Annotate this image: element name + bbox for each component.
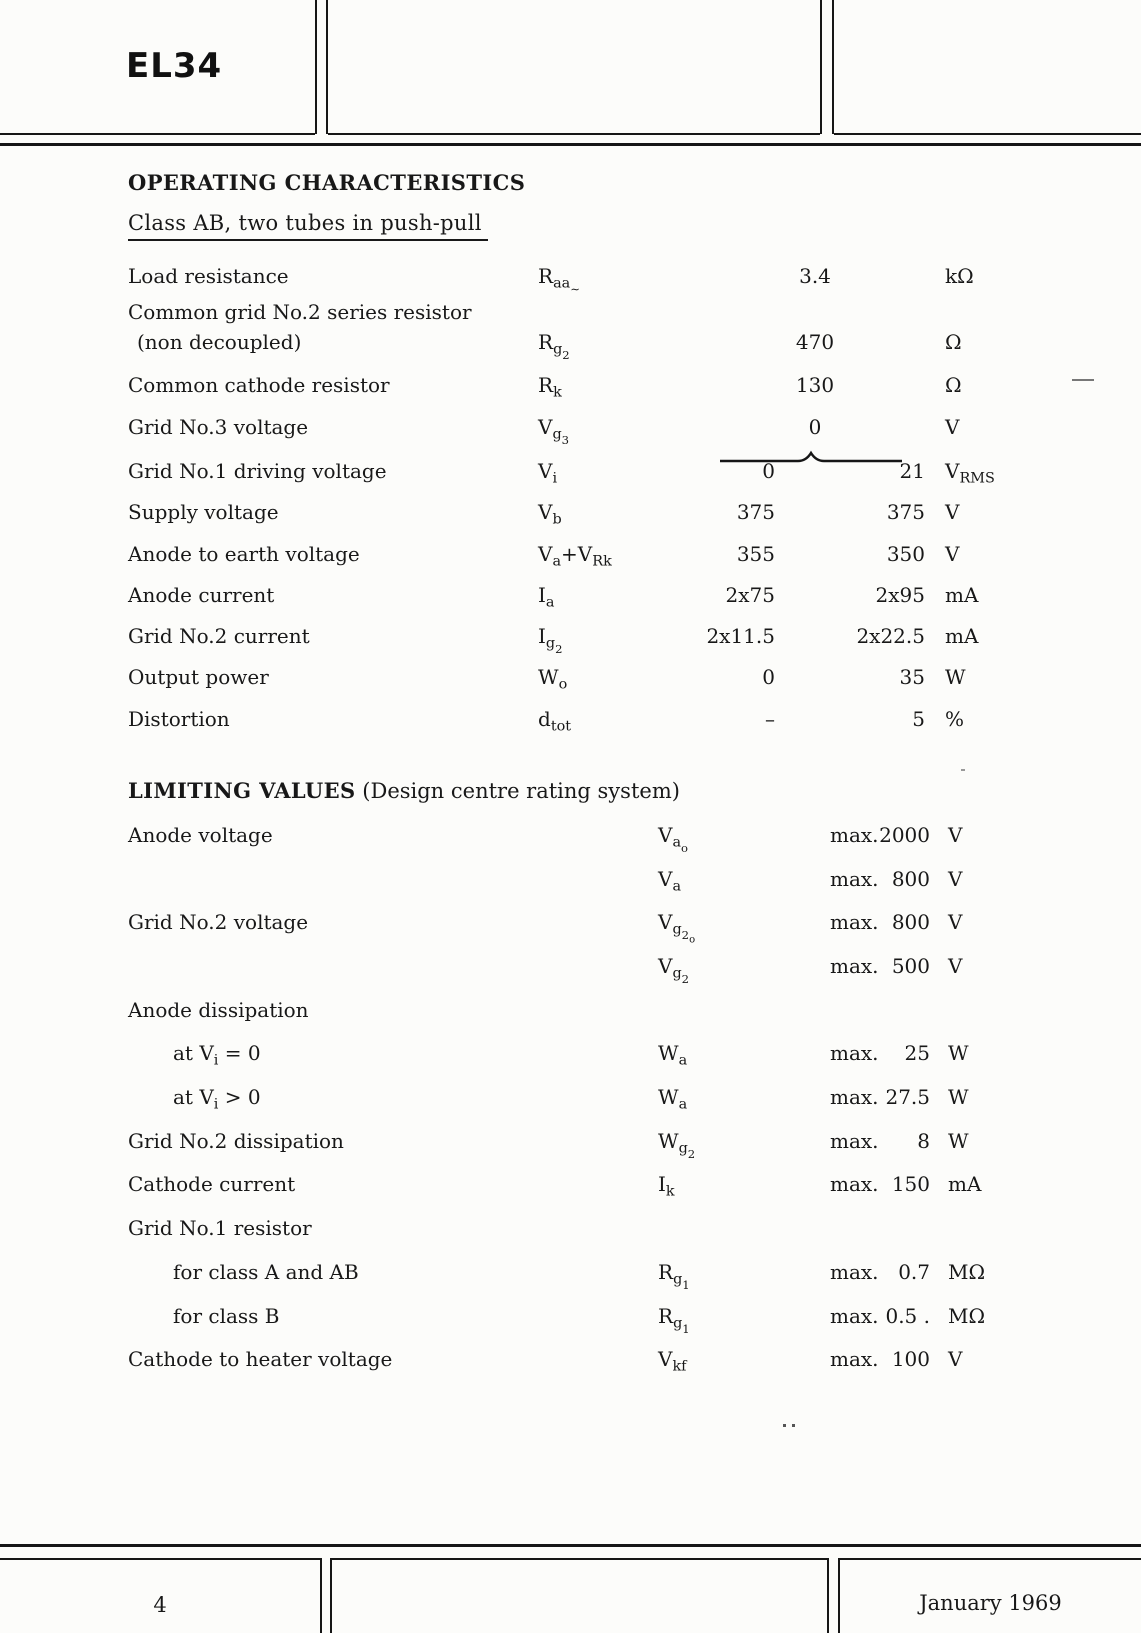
row-label: Anode current xyxy=(128,583,275,607)
row-label: Anode dissipation xyxy=(128,998,309,1022)
row-value-col1: 375 xyxy=(736,500,775,524)
row-unit: V xyxy=(948,867,963,891)
row-value-col1: 355 xyxy=(736,542,775,566)
row-max-label: max. xyxy=(830,1172,879,1196)
footer-divider-left-line2 xyxy=(330,1558,332,1633)
row-label: at $V_i = 0$ xyxy=(173,1041,261,1069)
row-label-line1: Common grid No.2 series resistor xyxy=(128,300,472,324)
scan-artifact-dot1 xyxy=(783,1424,786,1427)
op-table-row xyxy=(0,582,1141,618)
row-symbol: $V_b$ xyxy=(538,500,562,528)
scan-artifact-dot2 xyxy=(792,1424,795,1427)
row-unit: W xyxy=(948,1085,969,1109)
op-table-row xyxy=(0,706,1141,742)
header-divider-right-line1 xyxy=(820,0,822,134)
row-symbol: $V_{kf}$ xyxy=(658,1347,687,1375)
lim-table-row xyxy=(0,866,1141,902)
footer-rule-full xyxy=(0,1544,1141,1547)
op-table-row xyxy=(0,414,1141,450)
limiting-values-title: LIMITING VALUES xyxy=(128,778,356,803)
row-symbol: $V_{g3}$ xyxy=(538,415,570,447)
row-value-col1: – xyxy=(765,707,775,731)
row-label: Grid No.1 driving voltage xyxy=(128,459,387,483)
row-symbol: $I_k$ xyxy=(658,1172,675,1200)
limiting-values-heading xyxy=(128,778,680,803)
lim-table-row xyxy=(0,909,1141,945)
header-rule-full xyxy=(0,143,1141,146)
row-value-col2: 35 xyxy=(899,665,925,689)
row-symbol: $I_a$ xyxy=(538,583,555,611)
row-max-label: max. xyxy=(830,1260,879,1284)
lim-table-row xyxy=(0,1346,1141,1382)
row-value-col2: 375 xyxy=(886,500,925,524)
row-value: 150 xyxy=(891,1172,930,1196)
row-value-col1: 0 xyxy=(762,665,775,689)
footer-rule-middle xyxy=(332,1558,827,1560)
row-label: Grid No.2 current xyxy=(128,624,310,648)
row-value-col2: 2x95 xyxy=(875,583,925,607)
row-unit: W xyxy=(948,1129,969,1153)
op-table-row xyxy=(0,372,1141,408)
row-symbol: $d_{tot}$ xyxy=(538,707,572,735)
lim-table-row xyxy=(0,822,1141,858)
row-value: 100 xyxy=(891,1347,930,1371)
operating-characteristics-heading: OPERATING CHARACTERISTICS xyxy=(128,170,526,195)
row-value: 0.5 . xyxy=(885,1304,930,1328)
row-label: for class B xyxy=(173,1304,280,1328)
row-value-col1: 2x11.5 xyxy=(706,624,775,648)
row-label: Grid No.1 resistor xyxy=(128,1216,312,1240)
row-symbol: $R_{g2}$ xyxy=(538,330,570,362)
op-table-row xyxy=(0,664,1141,700)
row-label: Common cathode resistor xyxy=(128,373,390,397)
row-unit: V xyxy=(945,542,960,566)
row-unit: MΩ xyxy=(948,1260,986,1284)
footer-divider-right-line1 xyxy=(827,1558,829,1633)
row-value: 8 xyxy=(917,1129,930,1153)
row-value: 0.7 xyxy=(898,1260,930,1284)
row-unit: MΩ xyxy=(948,1304,986,1328)
row-label: Cathode current xyxy=(128,1172,296,1196)
row-label: Grid No.3 voltage xyxy=(128,415,309,439)
row-unit: V xyxy=(948,954,963,978)
footer-date: January 1969 xyxy=(919,1591,1062,1615)
row-symbol: $V_{g2o}$ xyxy=(658,910,696,946)
row-unit: Ω xyxy=(945,330,962,354)
row-unit: Ω xyxy=(945,373,962,397)
row-max-label: max. xyxy=(830,1129,879,1153)
row-max-label: max. xyxy=(830,823,879,847)
row-value-col2: 350 xyxy=(886,542,925,566)
scan-artifact-dash xyxy=(1072,379,1094,381)
row-symbol: $W_a$ xyxy=(658,1085,688,1113)
row-label: Cathode to heater voltage xyxy=(128,1347,393,1371)
row-label: Grid No.2 dissipation xyxy=(128,1129,344,1153)
row-symbol: $I_{g2}$ xyxy=(538,624,563,656)
row-max-label: max. xyxy=(830,1347,879,1371)
footer-divider-left-line1 xyxy=(320,1558,322,1633)
row-value: 2000 xyxy=(879,823,930,847)
page-number: 4 xyxy=(153,1593,167,1617)
row-unit: $V_{RMS}$ xyxy=(945,459,995,487)
row-max-label: max. xyxy=(830,1304,879,1328)
header-divider-right-line2 xyxy=(832,0,834,134)
lim-table-row xyxy=(0,1215,1141,1251)
lim-table-row xyxy=(0,1128,1141,1164)
row-unit: mA xyxy=(945,583,979,607)
page-title: EL34 xyxy=(126,46,223,86)
row-value: 800 xyxy=(891,867,930,891)
row-label: Output power xyxy=(128,665,269,689)
row-symbol: $V_a$ xyxy=(658,867,682,895)
row-label: at $V_i > 0$ xyxy=(173,1085,261,1113)
row-value: 800 xyxy=(891,910,930,934)
row-symbol: $W_o$ xyxy=(538,665,568,693)
row-label: Load resistance xyxy=(128,264,289,288)
row-max-label: max. xyxy=(830,867,879,891)
op-table-row xyxy=(0,623,1141,659)
footer-rule-left xyxy=(0,1558,320,1560)
row-unit: V xyxy=(945,415,960,439)
row-value: 500 xyxy=(891,954,930,978)
class-ab-subheading: Class AB, two tubes in push-pull xyxy=(128,211,488,241)
row-label: Distortion xyxy=(128,707,230,731)
row-value-col2: 2x22.5 xyxy=(856,624,925,648)
row-unit: V xyxy=(948,910,963,934)
lim-table-row xyxy=(0,1084,1141,1120)
row-symbol: $V_a+V_{Rk}$ xyxy=(538,542,612,570)
lim-table-row xyxy=(0,1171,1141,1207)
row-max-label: max. xyxy=(830,1041,879,1065)
row-max-label: max. xyxy=(830,954,879,978)
row-value: 25 xyxy=(904,1041,930,1065)
row-label: for class A and AB xyxy=(173,1260,359,1284)
header-rule-middle xyxy=(328,133,820,135)
row-value-col1: 2x75 xyxy=(725,583,775,607)
row-value: 0 xyxy=(808,415,822,439)
row-label: Supply voltage xyxy=(128,500,279,524)
row-unit: V xyxy=(948,823,963,847)
row-unit: % xyxy=(945,707,965,731)
header-divider-left-line1 xyxy=(315,0,317,134)
lim-table-row xyxy=(0,1303,1141,1339)
row-value: 130 xyxy=(795,373,835,397)
op-table-row xyxy=(0,458,1141,494)
row-symbol: $R_{aa\sim}$ xyxy=(538,264,580,296)
row-value-col1: 0 xyxy=(762,459,775,483)
row-label: (non decoupled) xyxy=(137,330,302,354)
op-table-row xyxy=(0,499,1141,535)
op-table-row xyxy=(0,263,1141,299)
row-label: Grid No.2 voltage xyxy=(128,910,309,934)
row-value: 27.5 xyxy=(885,1085,930,1109)
row-symbol: $R_k$ xyxy=(538,373,562,401)
row-symbol: $V_i$ xyxy=(538,459,558,487)
lim-table-row xyxy=(0,997,1141,1033)
footer-rule-right xyxy=(840,1558,1141,1560)
row-value-col2: 21 xyxy=(899,459,925,483)
row-max-label: max. xyxy=(830,910,879,934)
row-unit: mA xyxy=(945,624,979,648)
header-divider-left-line2 xyxy=(326,0,328,134)
lim-table-row xyxy=(0,953,1141,989)
limiting-values-note: (Design centre rating system) xyxy=(355,779,680,803)
row-max-label: max. xyxy=(830,1085,879,1109)
lim-table-row xyxy=(0,1259,1141,1295)
header-rule-right xyxy=(834,133,1141,135)
row-symbol: $W_{g2}$ xyxy=(658,1129,696,1161)
header-rule-left xyxy=(0,133,315,135)
row-unit: V xyxy=(948,1347,963,1371)
row-value: 3.4 xyxy=(799,264,831,288)
row-label: Anode voltage xyxy=(128,823,273,847)
row-label: Anode to earth voltage xyxy=(128,542,360,566)
row-value: 470 xyxy=(795,330,835,354)
row-symbol: $R_{g1}$ xyxy=(658,1260,690,1292)
op-table-row xyxy=(0,541,1141,577)
row-unit: mA xyxy=(948,1172,982,1196)
row-symbol: $R_{g1}$ xyxy=(658,1304,690,1336)
scan-artifact-speck xyxy=(961,769,965,771)
row-unit: W xyxy=(945,665,966,689)
row-symbol: $W_a$ xyxy=(658,1041,688,1069)
op-table-row xyxy=(0,300,1141,365)
row-unit: V xyxy=(945,500,960,524)
row-symbol: $V_{g2}$ xyxy=(658,954,690,986)
lim-table-row xyxy=(0,1040,1141,1076)
row-unit: kΩ xyxy=(945,264,974,288)
row-symbol: $V_{ao}$ xyxy=(658,823,689,855)
row-unit: W xyxy=(948,1041,969,1065)
row-value-col2: 5 xyxy=(912,707,925,731)
